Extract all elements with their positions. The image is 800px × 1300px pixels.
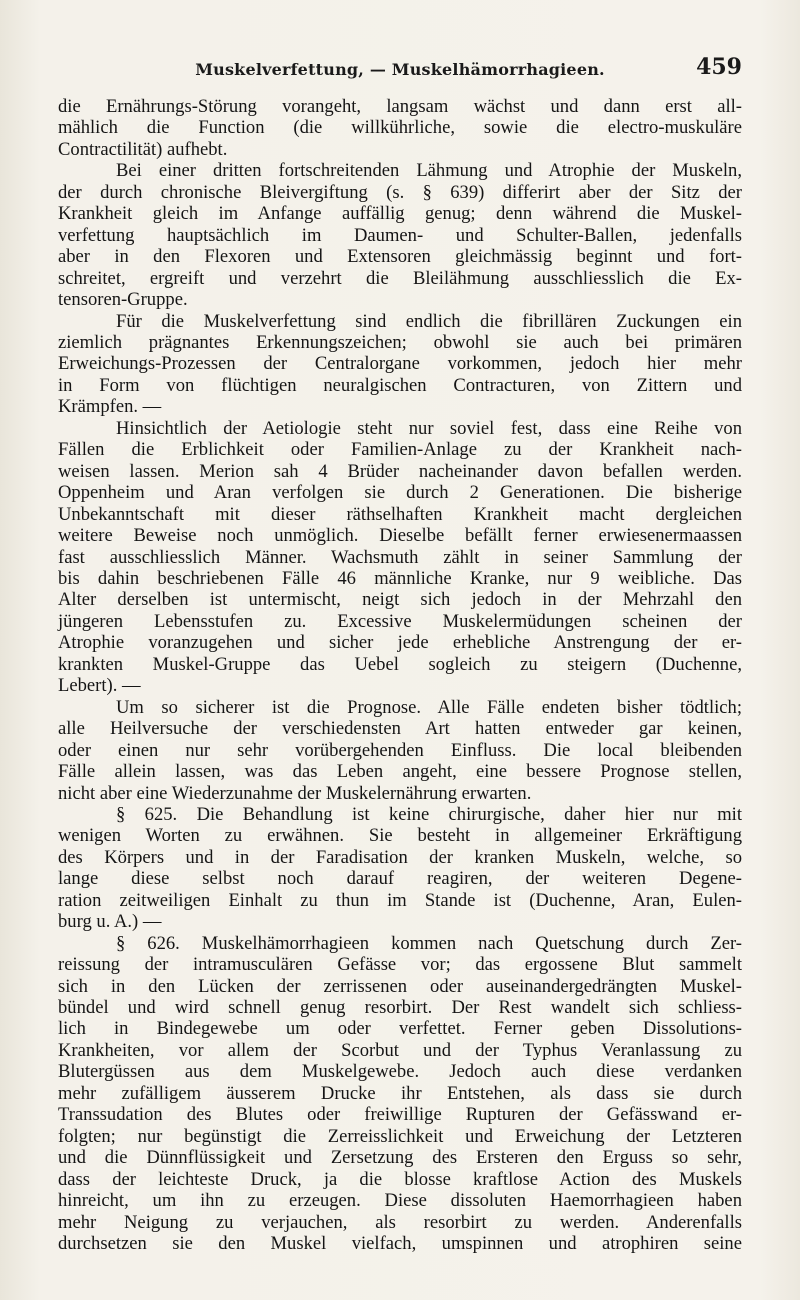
text-line: Krankheit gleich im Anfange auffällig genug; denn während die Muskel-: [58, 203, 742, 225]
text-line: Krämpfen. —: [58, 396, 162, 418]
text-line: Erweichungs-Prozessen der Centralorgane vorkommen, jedoch hier mehr: [58, 353, 742, 375]
text-line: § 625. Die Behandlung ist keine chirurgische, daher hier nur mit: [116, 803, 742, 825]
text-line: und die Dünnflüssigkeit und Zersetzung des Ersteren den Erguss so sehr,: [58, 1147, 742, 1169]
text-line: Oppenheim und Aran verfolgen sie durch 2 Generationen. Die bisherige: [58, 482, 742, 504]
text-line: dass der leichteste Druck, ja die blosse kraftlose Action des Muskels: [58, 1168, 742, 1190]
text-line: ziemlich prägnantes Erkennungszeichen; obwohl sie auch bei primären: [58, 331, 742, 353]
text-line: wenigen Worten zu erwähnen. Sie besteht in allgemeiner Erkräftigung: [58, 825, 742, 847]
text-line: bündel und wird schnell genug resorbirt. Der Rest wandelt sich schliess-: [58, 997, 742, 1019]
body-text: [58, 96, 742, 1254]
text-line: ration zeitweiligen Einhalt zu thun im Stande ist (Duchenne, Aran, Eulen-: [58, 889, 742, 911]
text-line: Bei einer dritten fortschreitenden Lähmung und Atrophie der Muskeln,: [116, 160, 742, 182]
text-line: Hinsichtlich der Aetiologie steht nur soviel fest, dass eine Reihe von: [116, 417, 742, 439]
text-line: aber in den Flexoren und Extensoren gleichmässig beginnt und fort-: [58, 246, 742, 268]
text-line: Transsudation des Blutes oder freiwillige Rupturen der Gefässwand er-: [58, 1104, 742, 1126]
page-number: 459: [696, 54, 742, 80]
text-line: des Körpers und in der Faradisation der kranken Muskeln, welche, so: [58, 846, 742, 868]
running-head-title: Muskelverfettung, — Muskelhämorrhagieen.: [195, 60, 605, 79]
text-line: schreitet, ergreift und verzehrt die Bleilähmung ausschliesslich die Ex-: [58, 267, 742, 289]
text-line: durchsetzen sie den Muskel vielfach, umspinnen und atrophiren seine: [58, 1233, 742, 1255]
text-line: fast ausschliesslich Männer. Wachsmuth zählt in seiner Sammlung der: [58, 546, 742, 568]
text-line: hinreicht, um ihn zu erzeugen. Diese dissoluten Haemorrhagieen haben: [58, 1190, 742, 1212]
text-line: Lebert). —: [58, 675, 141, 697]
text-line: verfettung hauptsächlich im Daumen- und Schulter-Ballen, jedenfalls: [58, 224, 742, 246]
text-line: mählich die Function (die willkührliche, sowie die electro-muskuläre: [58, 117, 742, 139]
text-line: Für die Muskelverfettung sind endlich die fibrillären Zuckungen ein: [116, 310, 742, 332]
running-head: [58, 52, 742, 86]
text-line: mehr Neigung zu verjauchen, als resorbirt zu werden. Anderenfalls: [58, 1211, 742, 1233]
text-line: sich in den Lücken der zerrissenen oder auseinandergedrängten Muskel-: [58, 975, 742, 997]
text-line: Um so sicherer ist die Prognose. Alle Fälle endeten bisher tödtlich;: [116, 696, 742, 718]
text-line: mehr zufälligem äusserem Drucke ihr Entstehen, als dass sie durch: [58, 1082, 742, 1104]
text-line: die Ernährungs-Störung vorangeht, langsam wächst und dann erst all-: [58, 96, 742, 117]
text-line: lange diese selbst noch darauf reagiren, der weiteren Degene-: [58, 868, 742, 890]
text-line: weisen lassen. Merion sah 4 Brüder nacheinander davon befallen werden.: [58, 460, 742, 482]
text-line: folgten; nur begünstigt die Zerreisslichkeit und Erweichung der Letzteren: [58, 1125, 742, 1147]
text-line: der durch chronische Bleivergiftung (s. § 639) differirt aber der Sitz der: [58, 181, 742, 203]
text-line: weitere Beweise noch unmöglich. Dieselbe befällt ferner erwiesenermaassen: [58, 525, 742, 547]
text-line: alle Heilversuche der verschiedensten Art hatten entweder gar keinen,: [58, 718, 742, 740]
text-line: in Form von flüchtigen neuralgischen Contracturen, von Zittern und: [58, 374, 742, 396]
text-line: oder einen nur sehr vorübergehenden Einfluss. Die local bleibenden: [58, 739, 742, 761]
text-line: burg u. A.) —: [58, 911, 162, 933]
text-line: nicht aber eine Wiederzunahme der Muskelernährung erwarten.: [58, 782, 532, 804]
text-line: tensoren-Gruppe.: [58, 289, 188, 311]
text-line: Unbekanntschaft mit dieser räthselhaften Krankheit macht dergleichen: [58, 503, 742, 525]
text-line: § 626. Muskelhämorrhagieen kommen nach Quetschung durch Zer-: [116, 932, 742, 954]
text-line: Fälle allein lassen, was das Leben angeht, eine bessere Prognose stellen,: [58, 761, 742, 783]
text-line: Fällen die Erblichkeit oder Familien-Anlage zu der Krankheit nach-: [58, 439, 742, 461]
text-line: Atrophie voranzugehen und sicher jede erhebliche Anstrengung der er-: [58, 632, 742, 654]
text-line: Contractilität) aufhebt.: [58, 138, 228, 160]
text-line: lich in Bindegewebe um oder verfettet. Ferner geben Dissolutions-: [58, 1018, 742, 1040]
text-line: bis dahin beschriebenen Fälle 46 männliche Kranke, nur 9 weibliche. Das: [58, 567, 742, 589]
text-line: krankten Muskel-Gruppe das Uebel sogleich zu steigern (Duchenne,: [58, 653, 742, 675]
text-line: Blutergüssen aus dem Muskelgewebe. Jedoch auch diese verdanken: [58, 1061, 742, 1083]
text-line: Alter derselben ist untermischt, neigt sich jedoch in der Mehrzahl den: [58, 589, 742, 611]
text-line: jüngeren Lebensstufen zu. Excessive Muskelermüdungen scheinen der: [58, 610, 742, 632]
text-line: reissung der intramusculären Gefässe vor; das ergossene Blut sammelt: [58, 954, 742, 976]
text-line: Krankheiten, vor allem der Scorbut und der Typhus Veranlassung zu: [58, 1039, 742, 1061]
